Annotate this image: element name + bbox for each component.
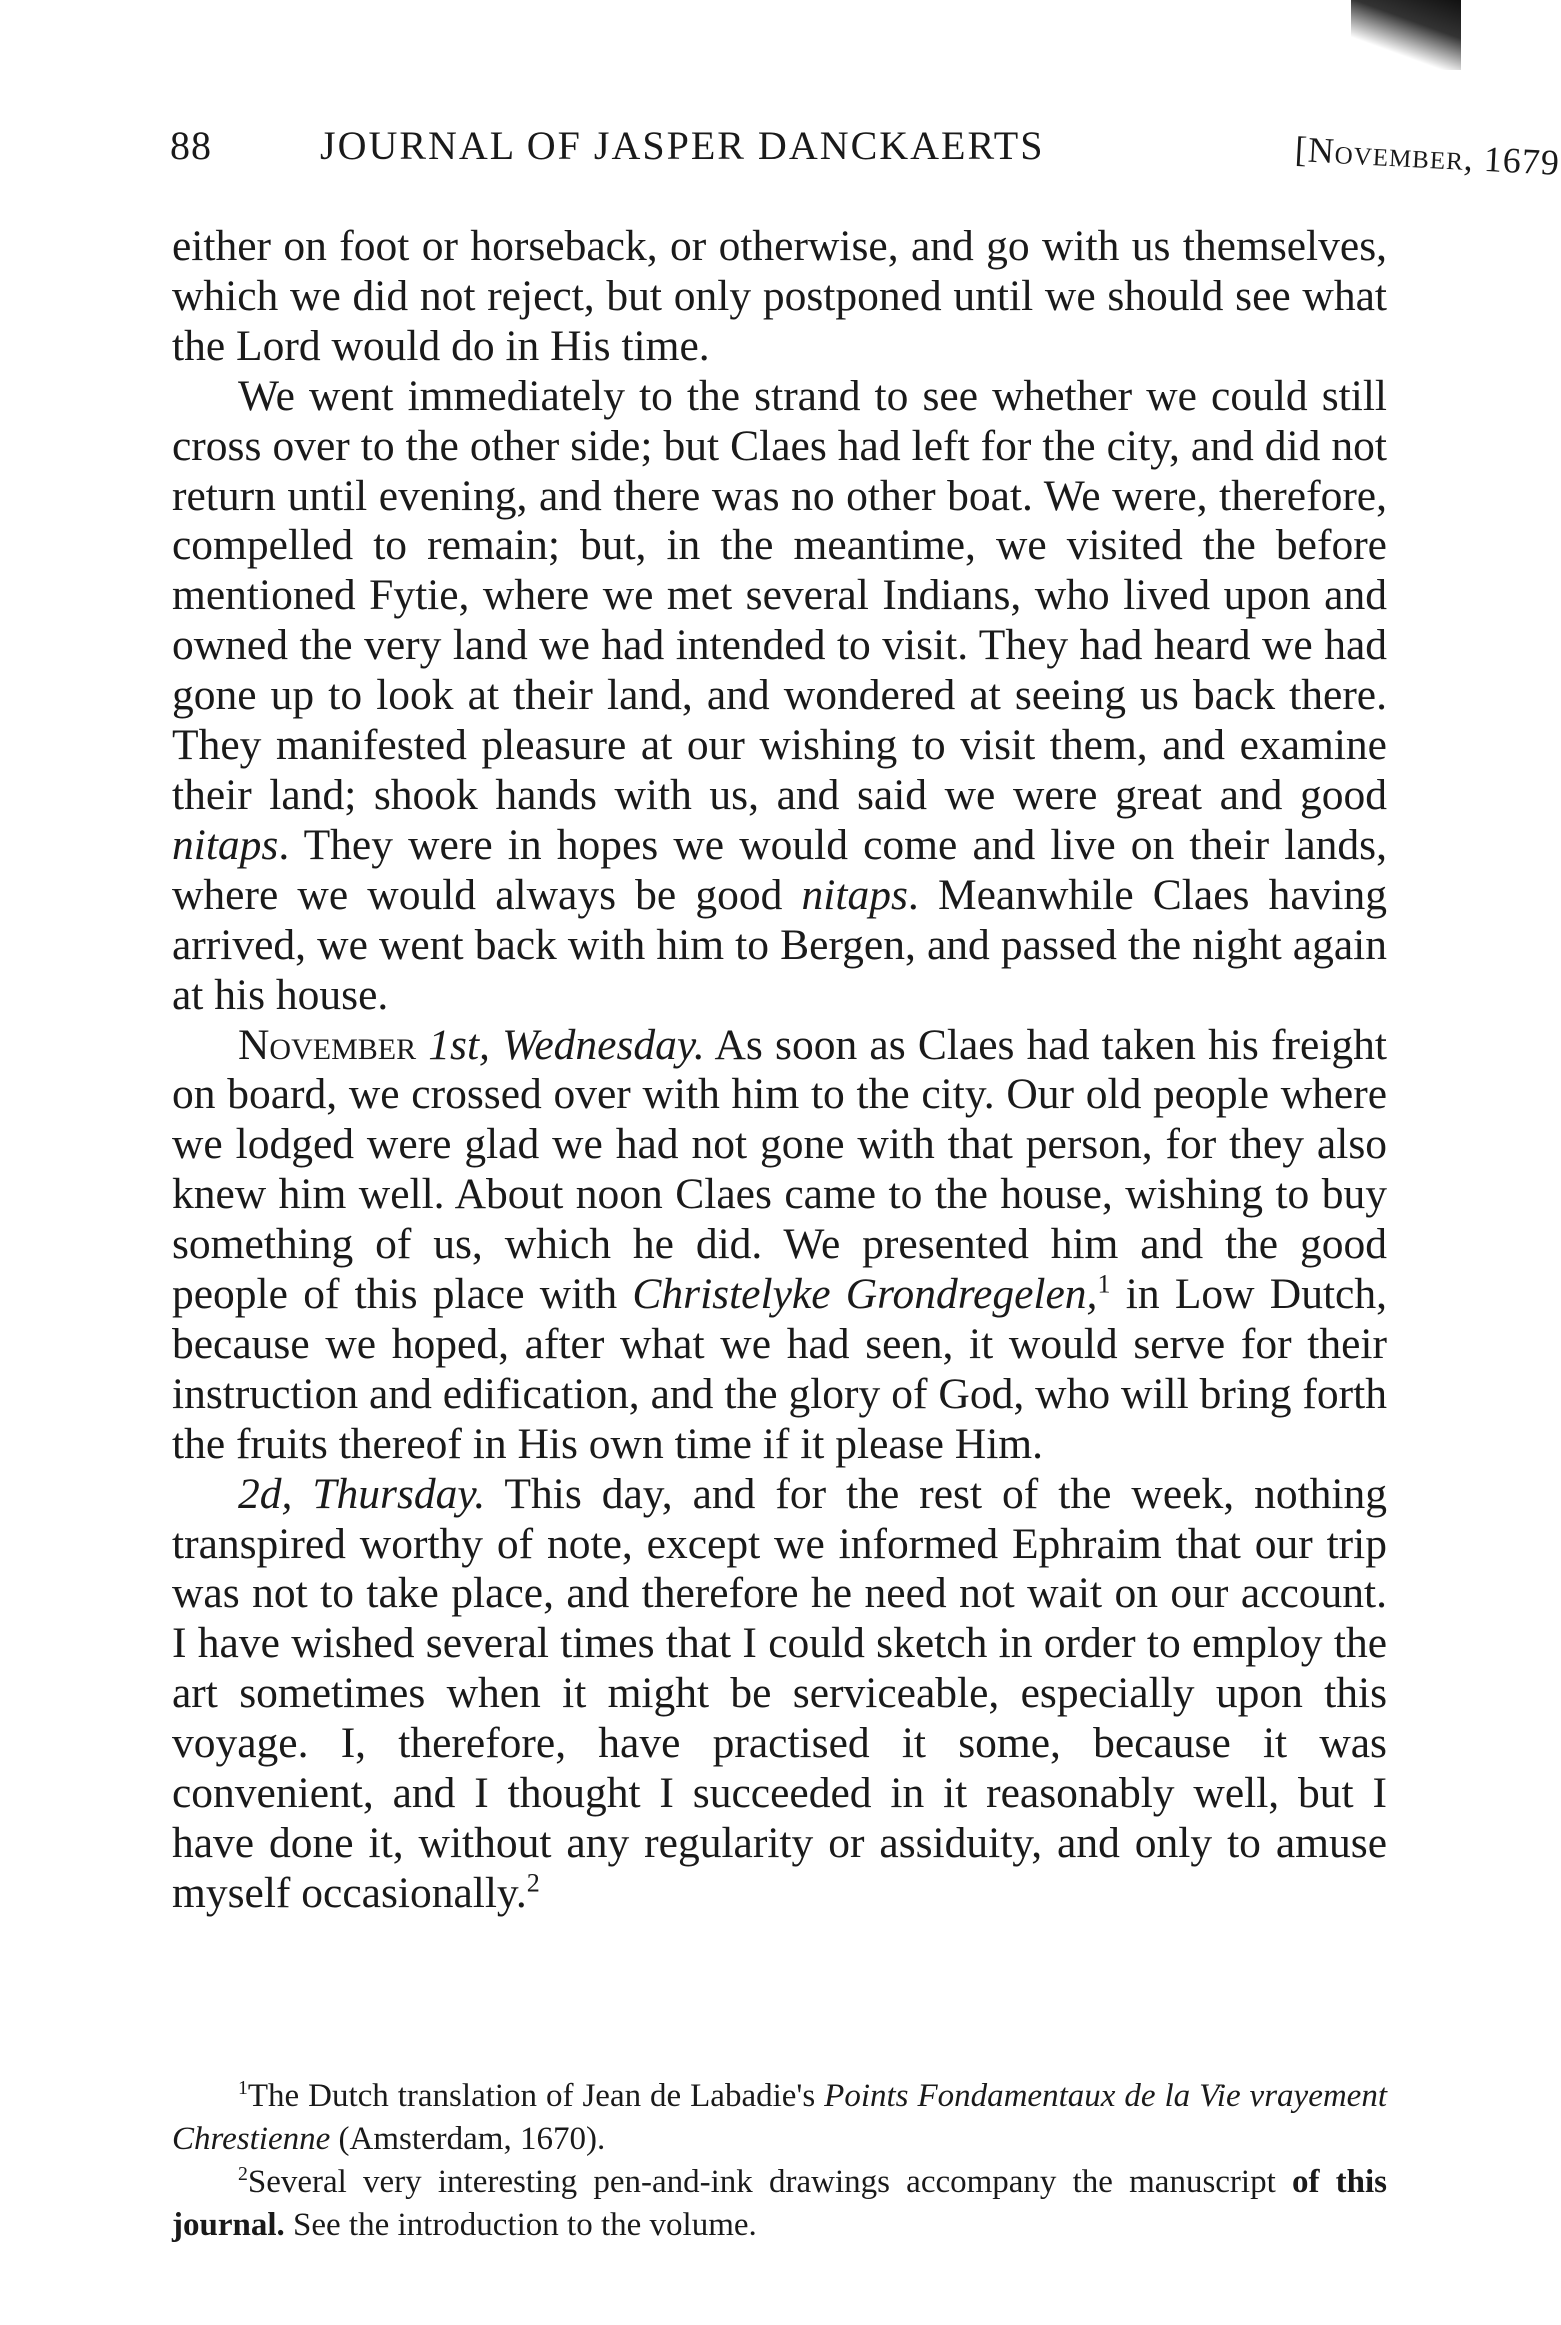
italic-nitaps: nitaps	[172, 820, 279, 869]
footnote-title: Points Fondamentaux de la Vie vrayement Chrestienne	[172, 2078, 1387, 2157]
entry-date: 1st, Wednesday.	[416, 1020, 705, 1069]
footnote-ref-2: 2	[526, 1868, 540, 1898]
month-name: November	[238, 1020, 417, 1069]
italic-nitaps: nitaps	[801, 870, 908, 919]
footnote-2: $^2$Several very interesting pen-and-ink drawings accompany the manuscript of this journal. See the introduction to the volume.	[172, 2163, 1388, 2243]
page-corner-shadow	[1351, 0, 1461, 70]
entry-date: 2d, Thursday.	[238, 1469, 486, 1518]
body-text	[172, 222, 1387, 1919]
footnote-1: $^1$The Dutch translation of Jean de Labadie's Points Fondamentaux de la Vie vrayement Chrestienne (Amsterdam, 1670).	[172, 2077, 1387, 2157]
paragraph-3: November 1st, Wednesday. As soon as Claes had taken his freight on board, we crossed over with him to the city. Our old people where we lodged were glad we had not gone with that person, for they also knew him well. About noon Claes came to the house, wishing to buy something of us, which he did. We presented him and the good people of this place with Christelyke Grondregelen,$^1$ in Low Dutch, because we hoped, after what we had seen, it would serve for their instruction and edification, and the glory of God, who will bring forth the fruits thereof in His own time if it please Him.	[172, 1020, 1387, 1468]
date-heading: [November, 1679	[1293, 129, 1561, 183]
footnotes	[172, 2075, 1387, 2247]
paragraph-4: 2d, Thursday. This day, and for the rest of the week, nothing transpired worthy of note, except we informed Ephraim that our trip was not to take place, and therefore he need not wait on our account. I have wished several times that I could sketch in order to employ the art sometimes when it might be serviceable, especially upon this voyage. I, therefore, have practised it some, because it was convenient, and I thought I succeeded in it reasonably well, but I have done it, without any regularity or assiduity, and only to amuse myself occasionally.$^2$	[172, 1469, 1387, 1917]
running-title: JOURNAL OF JASPER DANCKAERTS	[320, 123, 1045, 168]
book-title: Christelyke Grondregelen,	[632, 1270, 1098, 1319]
footnote-ref-1: 1	[1097, 1269, 1111, 1299]
page-number: 88	[170, 123, 212, 168]
paragraph-1: either on foot or horseback, or otherwise, and go with us themselves, which we did not reject, but only postponed until we should see what the Lord would do in His time.	[172, 222, 1387, 370]
paragraph-2: We went immediately to the strand to see whether we could still cross over to the other side; but Claes had left for the city, and did not return until evening, and there was no other boat. We were, therefore, compelled to remain; but, in the meantime, we visited the before mentioned Fytie, where we met several Indians, who lived upon and owned the very land we had intended to visit. They had heard we had gone up to look at their land, and wondered at seeing us back there. They manifested pleasure at our wishing to visit them, and examine their land; shook hands with us, and said we were great and good nitaps. They were in hopes we would come and live on their lands, where we would always be good nitaps. Meanwhile Claes having arrived, we went back with him to Bergen, and passed the night again at his house.	[172, 371, 1387, 1019]
running-header	[170, 122, 1561, 183]
